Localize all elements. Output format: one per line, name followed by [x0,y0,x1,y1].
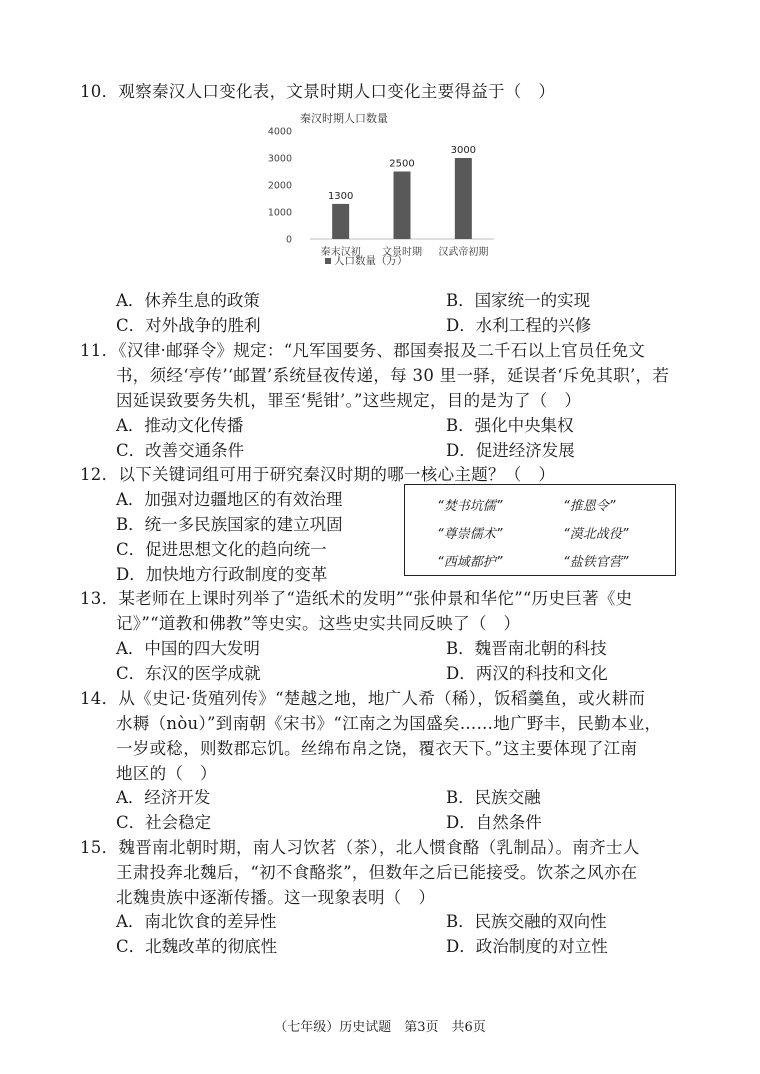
q14-option-a: A．经济开发 [116,788,211,807]
q15-option-b: B．民族交融的双向性 [446,912,607,931]
q13-option-c: C．东汉的医学成就 [116,664,261,683]
q13-option-d: D．两汉的科技和文化 [446,664,608,683]
bar-data-label: 1300 [327,190,354,202]
q14-line-2: 水耨（nòu）”到南朝《宋书》“江南之为国盛矣……地广野丰，民勤本业， [116,714,662,733]
q15-line-1: 15．魏晋南北朝时期，南人习饮茗（茶），北人惯食酪（乳制品）。南齐士人 [80,838,640,857]
q14-option-b: B．民族交融 [446,788,541,807]
q15-line-3: 北魏贵族中逐渐传播。这一现象表明（ ） [116,888,436,907]
y-tick-label: 3000 [267,153,292,165]
keyword-box [404,484,676,576]
q13-option-b: B．魏晋南北朝的科技 [446,639,607,658]
legend-swatch [325,258,331,264]
q15-option-d: D．政治制度的对立性 [446,937,608,956]
q11-option-a: A．推动文化传播 [116,416,244,435]
q14-option-d: D．自然条件 [446,813,542,832]
y-tick-label: 1000 [267,207,292,219]
bar-data-label: 2500 [389,158,415,170]
y-tick-label: 4000 [267,126,292,138]
q15-line-2: 王肃投奔北魏后，“初不食酪浆”，但数年之后已能接受。饮茶之风亦在 [116,863,638,882]
q13-line-1: 13．某老师在上课时列举了“造纸术的发明”“张仲景和华佗”“历史巨著《史 [80,589,633,608]
q14-line-1: 14．从《史记·货殖列传》“楚越之地，地广人希（稀），饭稻羹鱼，或火耕而 [80,689,646,708]
chart-svg [262,108,502,278]
q10-stem: 10．观察秦汉人口变化表，文景时期人口变化主要得益于（ ） [80,82,556,101]
y-axis-ticks [268,127,292,246]
q10-option-d: D．水利工程的兴修 [446,316,592,335]
y-tick-label: 0 [285,234,292,246]
q12-stem: 12．以下关键词组可用于研究秦汉时期的哪一核心主题？（ ） [80,465,556,484]
keyword-4: “漠北战役” [563,527,629,542]
keyword-6: “盐铁官营” [563,555,629,570]
q11-option-d: D．促进经济发展 [446,441,575,460]
q11-line-3: 因延误致要务失机，罪至‘髡钳’。”这些规定，目的是为了（ ） [116,391,582,410]
q14-line-3: 一岁或稔，则数郡忘饥。丝绵布帛之饶，覆衣天下。”这主要体现了江南 [116,739,638,758]
q13-option-a: A．中国的四大发明 [116,639,260,658]
q10-option-b: B．国家统一的实现 [446,291,591,310]
q12-option-d: D．加快地方行政制度的变革 [116,565,328,584]
q11-option-c: C．改善交通条件 [116,441,245,460]
bar [455,158,472,239]
keyword-3: “尊崇儒术” [437,527,503,542]
bars [328,145,476,239]
y-tick-label: 2000 [267,180,292,192]
category-label: 汉武帝初期 [438,247,489,258]
bar [332,204,349,239]
keyword-1: “焚书坑儒” [437,499,503,514]
keyword-5: “西域都护” [437,555,503,570]
q14-option-c: C．社会稳定 [116,813,212,832]
category-label: 文景时期 [382,247,422,258]
q15-option-a: A．南北饮食的差异性 [116,912,277,931]
q12-option-b: B．统一多民族国家的建立巩固 [116,515,343,534]
q14-line-4: 地区的（ ） [116,764,217,783]
q12-option-a: A．加强对边疆地区的有效治理 [116,490,343,509]
q10-option-c: C．对外战争的胜利 [116,316,261,335]
q11-line-2: 书，须经‘亭传’‘邮置’系统昼夜传递，每 30 里一驿，延误者‘斥免其职’，若 [116,366,670,385]
q15-option-c: C．北魏改革的彻底性 [116,937,278,956]
q11-option-b: B．强化中央集权 [446,416,574,435]
keyword-2: “推恩令” [563,499,616,514]
bar [394,172,411,240]
population-bar-chart [262,108,502,278]
legend-label: 人口数量（万） [334,255,408,267]
chart-title: 秦汉时期人口数量 [300,112,388,125]
q13-line-2: 记》”“道教和佛教”等史实。这些史实共同反映了（ ） [116,614,521,633]
q10-option-a: A．休养生息的政策 [116,291,260,310]
q11-line-1: 11．《汉律·邮驿令》规定：“凡军国要务、郡国奏报及二千石以上官员任免文 [80,341,646,360]
bar-data-label: 3000 [450,145,477,156]
page-footer: （七年级）历史试题 第3页 共6页 [274,1020,486,1035]
category-label: 秦末汉初 [320,247,361,258]
q12-option-c: C．促进思想文化的趋向统一 [116,540,327,559]
